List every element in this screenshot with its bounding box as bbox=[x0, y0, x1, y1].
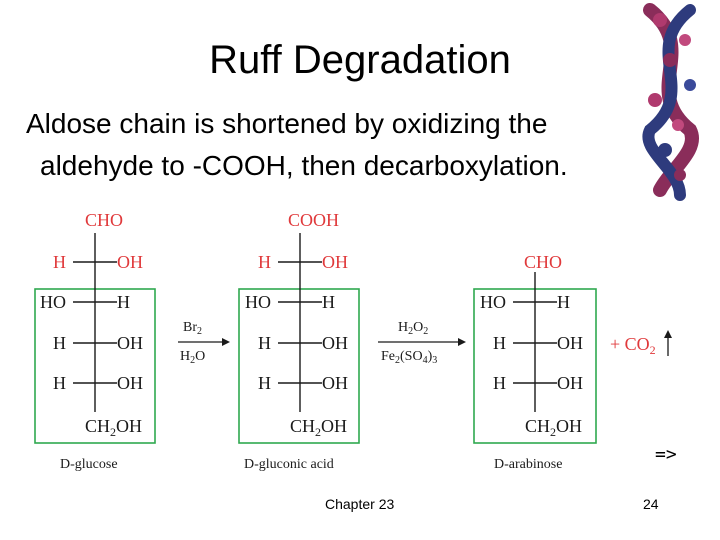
bullet-text-line-1: Aldose chain is shortened by oxidizing the bbox=[26, 108, 548, 139]
glucose-c3-left: HO bbox=[40, 292, 66, 312]
arabinose-c4-left: H bbox=[493, 373, 506, 393]
gluconic-c4-right: OH bbox=[322, 333, 348, 353]
footer-page-number: 24 bbox=[643, 496, 659, 512]
reaction-arrow-1 bbox=[178, 320, 230, 366]
gluconic-c3-left: HO bbox=[245, 292, 271, 312]
gluconic-top-group: COOH bbox=[288, 210, 340, 230]
arabinose-c2-right: H bbox=[557, 292, 570, 312]
glucose-c2-left: H bbox=[53, 252, 66, 272]
glucose-c4-right: OH bbox=[117, 333, 143, 353]
reagent-br2: $Br_2$ bbox=[183, 320, 202, 337]
reagent-fe2so43: $Fe_2(SO_4)_3$ bbox=[381, 349, 438, 366]
glucose-top-group: CHO bbox=[85, 210, 124, 230]
gluconic-c2-right: OH bbox=[322, 252, 348, 272]
gluconic-c3-right: H bbox=[322, 292, 335, 312]
glucose-c5-left: H bbox=[53, 373, 66, 393]
arabinose-c3-left: H bbox=[493, 333, 506, 353]
glucose-name: D-glucose bbox=[60, 457, 118, 472]
arabinose-top-group: CHO bbox=[524, 252, 563, 272]
slide-title: Ruff Degradation bbox=[209, 38, 511, 82]
next-slide-indicator[interactable]: => bbox=[655, 444, 677, 465]
glucose-c3-right: H bbox=[117, 292, 130, 312]
glucose-c2-right: OH bbox=[117, 252, 143, 272]
co2-byproduct bbox=[610, 330, 672, 357]
glucose-bottom-group: $CH_2OH$ bbox=[85, 416, 143, 439]
gluconic-c5-right: OH bbox=[322, 373, 348, 393]
gluconic-acid-structure bbox=[239, 210, 359, 472]
gluconic-name: D-gluconic acid bbox=[244, 457, 334, 472]
bullet-text-line-2: aldehyde to -COOH, then decarboxylation. bbox=[40, 150, 568, 181]
reagent-h2o2: $H_2O_2$ bbox=[398, 320, 429, 337]
gluconic-c4-left: H bbox=[258, 333, 271, 353]
dna-helix-image bbox=[648, 10, 696, 195]
arabinose-bottom-group: $CH_2OH$ bbox=[525, 416, 583, 439]
footer-chapter: Chapter 23 bbox=[325, 496, 395, 512]
co2-label: + $CO_2$ bbox=[610, 334, 656, 357]
gluconic-c5-left: H bbox=[258, 373, 271, 393]
arabinose-structure bbox=[474, 252, 596, 472]
gluconic-c2-left: H bbox=[258, 252, 271, 272]
arabinose-c4-right: OH bbox=[557, 373, 583, 393]
glucose-c4-left: H bbox=[53, 333, 66, 353]
arabinose-c2-left: HO bbox=[480, 292, 506, 312]
glucose-structure bbox=[35, 210, 155, 472]
glucose-c5-right: OH bbox=[117, 373, 143, 393]
arabinose-c3-right: OH bbox=[557, 333, 583, 353]
gluconic-bottom-group: $CH_2OH$ bbox=[290, 416, 348, 439]
reaction-arrow-2 bbox=[378, 320, 466, 366]
reagent-h2o: $H_2O$ bbox=[180, 349, 206, 366]
arabinose-name: D-arabinose bbox=[494, 457, 563, 472]
